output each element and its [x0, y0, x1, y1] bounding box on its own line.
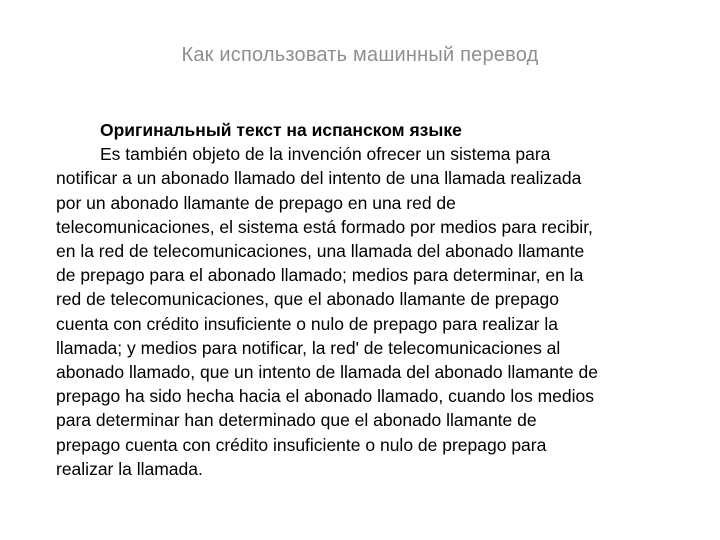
section-heading: Оригинальный текст на испанском языке	[100, 120, 462, 140]
slide-title: Как использовать машинный перевод	[181, 44, 539, 66]
body-line: realizar la llamada.	[56, 458, 203, 479]
body-line: Es también objeto de la invención ofrecer un sistema para	[100, 144, 551, 165]
body-line: prepago ha sido hecha hacia el abonado llamado, cuando los medios	[56, 386, 595, 407]
body-line: por un abonado llamante de prepago en una red de	[56, 192, 456, 213]
body-line: de prepago para el abonado llamado; medios para determinar, en la	[56, 265, 584, 286]
body-line: notificar a un abonado llamado del intento de una llamada realizada	[56, 168, 582, 189]
body-line: prepago cuenta con crédito insuficiente o nulo de prepago para	[56, 434, 547, 455]
body-line: abonado llamado, que un intento de llamada del abonado llamante de	[56, 362, 598, 383]
body-line: red de telecomunicaciones, que el abonado llamante de prepago	[56, 289, 559, 310]
body-line: en la red de telecomunicaciones, una llamada del abonado llamante	[56, 241, 585, 262]
body-line: llamada; y medios para notificar, la red' de telecomunicaciones al	[56, 337, 561, 358]
body-line: cuenta con crédito insuficiente o nulo de prepago para realizar la	[56, 313, 558, 334]
text-block	[56, 118, 696, 481]
body-line: telecomunicaciones, el sistema está formado por medios para recibir,	[56, 216, 593, 237]
body-line: para determinar han determinado que el abonado llamante de	[56, 410, 537, 431]
